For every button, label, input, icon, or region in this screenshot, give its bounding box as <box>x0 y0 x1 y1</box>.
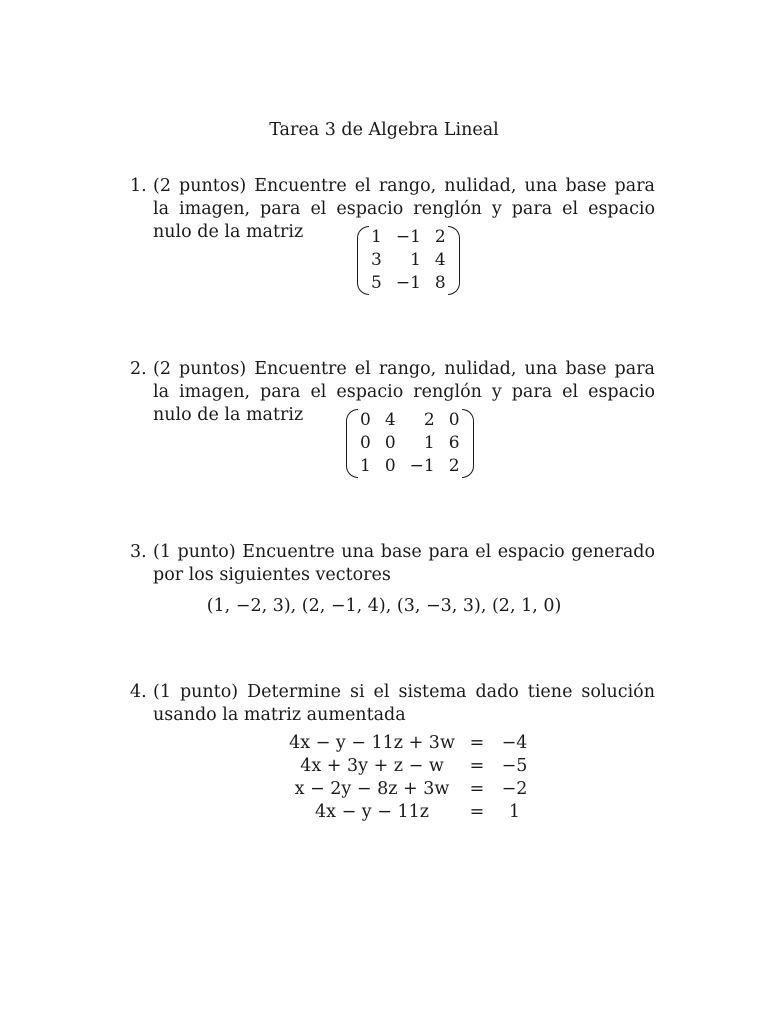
equation-row <box>287 801 532 824</box>
matrix-cell: 1 <box>360 456 371 476</box>
matrix-cell: 0 <box>384 456 396 476</box>
matrix-cell: 6 <box>448 433 460 453</box>
problem-number: 4. <box>130 682 147 702</box>
problem-text: (1 punto) Determine si el sistema dado tiene solución usando la matriz aumentada <box>153 682 655 725</box>
equals-sign: = <box>469 733 485 753</box>
matrix-cell: 5 <box>371 273 382 293</box>
problem-text: (1 punto) Encuentre una base para el espacio generado por los siguientes vectores <box>153 542 655 585</box>
equation-lhs: x − 2y − 8z + 3w <box>294 779 450 799</box>
matrix-cell: 0 <box>360 410 371 430</box>
left-parenthesis <box>346 409 358 478</box>
matrix-cell: 2 <box>448 456 460 476</box>
equation-row <box>287 778 532 801</box>
matrix-cell: 2 <box>434 227 446 247</box>
problem-number: 3. <box>130 542 147 562</box>
equation-table <box>287 732 532 824</box>
matrix-cell: 1 <box>423 433 435 453</box>
matrix-cell: 0 <box>384 433 396 453</box>
problem-3 <box>130 541 655 587</box>
problem-4 <box>130 681 655 727</box>
matrix-cell: 3 <box>371 250 382 270</box>
equation-rhs: −2 <box>501 779 528 799</box>
matrix-cell: 2 <box>423 410 435 430</box>
equation-row <box>287 732 532 755</box>
problem-text: (2 puntos) Encuentre el rango, nulidad, una base para la imagen, para el espacio renglón y para el espacio nulo de la matriz <box>153 176 655 242</box>
vector-list: (1, −2, 3), (2, −1, 4), (3, −3, 3), (2, 1, 0) <box>206 596 562 616</box>
problem-text: (2 puntos) Encuentre el rango, nulidad, una base para la imagen, para el espacio renglón y para el espacio nulo de la matriz <box>153 359 655 425</box>
equation-system <box>287 732 532 824</box>
matrix-cell: 4 <box>434 250 446 270</box>
matrix-cell: 8 <box>434 273 446 293</box>
matrix-grid <box>358 409 462 478</box>
equation-lhs: 4x + 3y + z − w <box>300 756 444 776</box>
matrix-cell: 1 <box>371 227 382 247</box>
problem-number: 1. <box>130 176 147 196</box>
matrix-cell: 1 <box>410 250 421 270</box>
equation-row <box>287 755 532 778</box>
matrix-cell: 4 <box>384 410 396 430</box>
equals-sign: = <box>469 802 485 822</box>
matrix-2 <box>346 409 474 478</box>
matrix-grid <box>369 226 448 295</box>
left-parenthesis <box>357 226 369 295</box>
problem-number: 2. <box>130 359 147 379</box>
equation-lhs: 4x − y − 11z + 3w <box>289 733 455 753</box>
document-title: Tarea 3 de Algebra Lineal <box>269 120 499 140</box>
equals-sign: = <box>469 756 485 776</box>
matrix-cell: 0 <box>448 410 460 430</box>
matrix-1 <box>357 226 460 295</box>
matrix-cell: −1 <box>395 227 421 247</box>
matrix-cell: −1 <box>395 273 421 293</box>
matrix-cell: −1 <box>409 456 435 476</box>
equation-rhs: 1 <box>508 802 521 822</box>
equation-rhs: −4 <box>501 733 528 753</box>
right-parenthesis <box>448 226 460 295</box>
equation-lhs: 4x − y − 11z <box>315 802 429 822</box>
equals-sign: = <box>469 779 485 799</box>
right-parenthesis <box>462 409 474 478</box>
equation-rhs: −5 <box>501 756 528 776</box>
matrix-cell: 0 <box>360 433 371 453</box>
